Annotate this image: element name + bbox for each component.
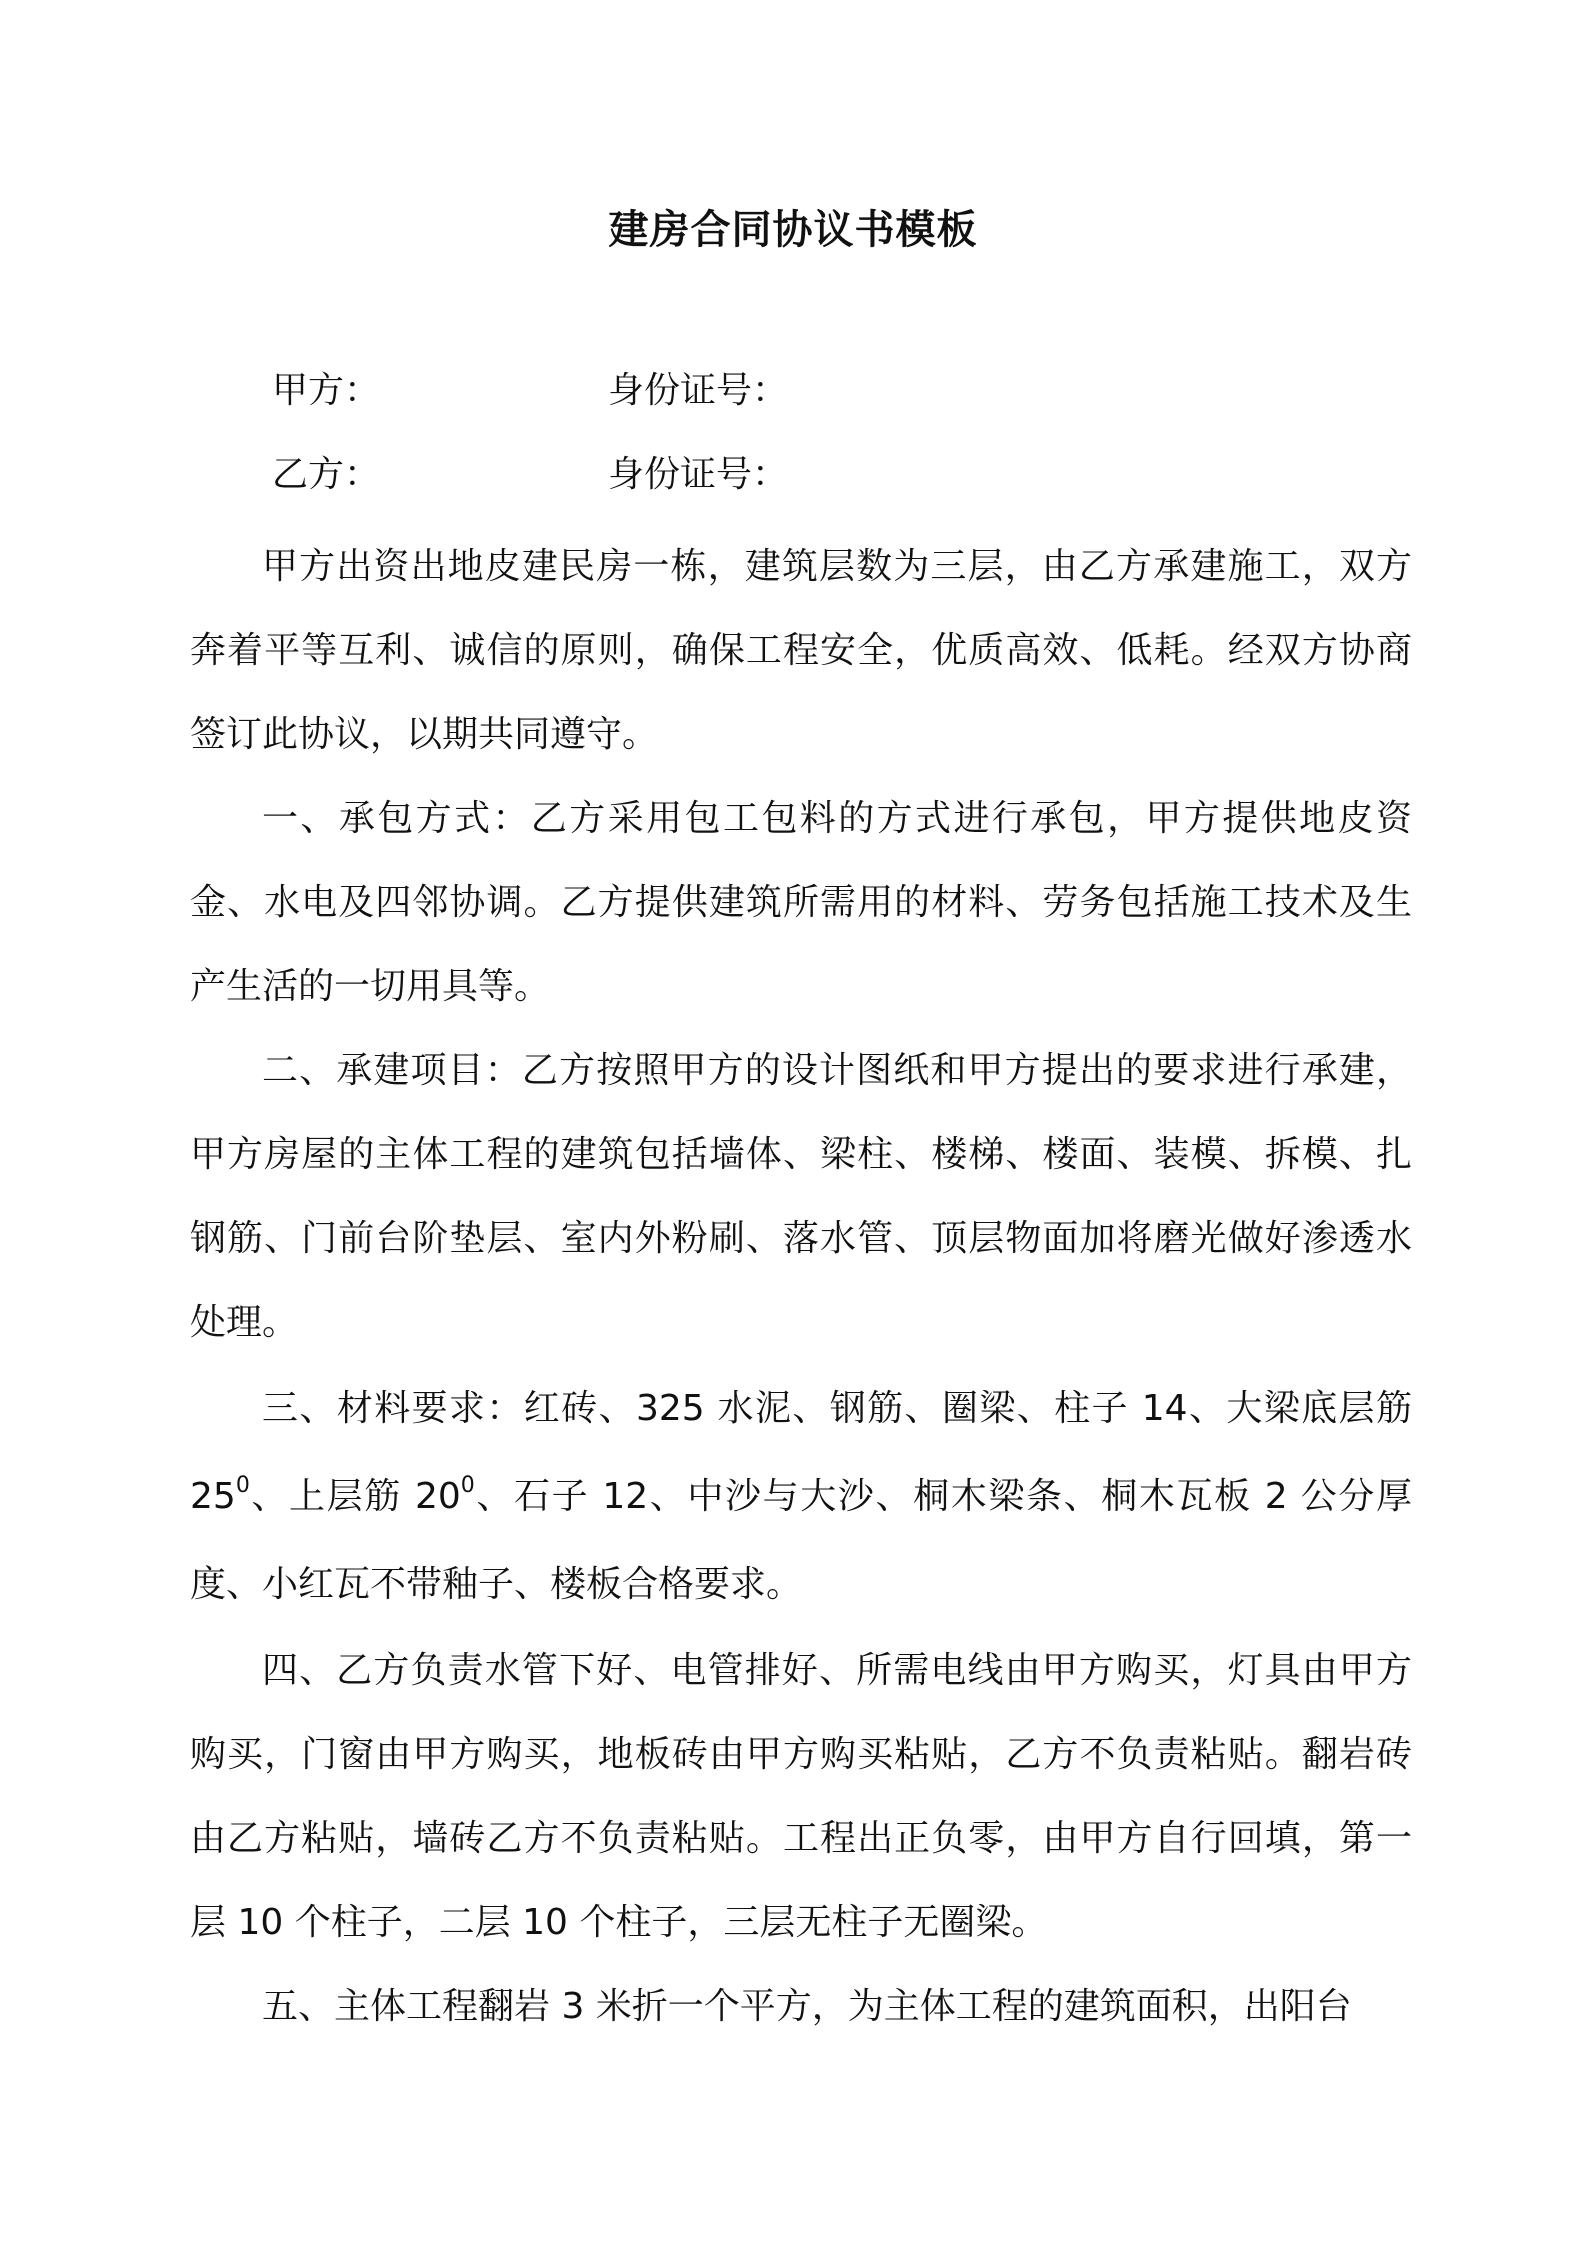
party-a-label: 甲方： [272,370,381,411]
clause-3-text-part2: 、上层筋 20 [249,1476,461,1517]
contract-body [190,525,1412,2049]
clause-5-paragraph: 五、主体工程翻岩 3 米折一个平方，为主体工程的建筑面积，出阳台 [262,1986,1352,2027]
document-title: 建房合同协议书模板 [608,207,978,253]
party-b-id-label: 身份证号： [608,454,789,495]
clause-2-paragraph: 二、承建项目：乙方按照甲方的设计图纸和甲方提出的要求进行承建，甲方房屋的主体工程的建筑包括墙体、梁柱、楼梯、楼面、装模、拆模、扎钢筋、门前台阶垫层、室内外粉刷、落水管、顶层物面加将磨光做好渗透水处理。 [190,1050,1412,1343]
intro-paragraph: 甲方出资出地皮建民房一栋，建筑层数为三层，由乙方承建施工，双方奔着平等互利、诚信的原则，确保工程安全，优质高效、低耗。经双方协商签订此协议，以期共同遵守。 [190,546,1412,755]
clause-3-superscript-2: 0 [460,1473,475,1498]
clause-3-text-part3: 、石子 12、中沙与大沙、桐木梁条、桐木瓦板 2 公分厚度、小红瓦不带釉子、楼板合格要求。 [190,1476,1412,1605]
clause-1-paragraph: 一、承包方式：乙方采用包工包料的方式进行承包，甲方提供地皮资金、水电及四邻协调。乙方提供建筑所需用的材料、劳务包括施工技术及生产生活的一切用具等。 [190,798,1412,1007]
clause-3-text-part1: 三、材料要求：红砖、325 水泥、钢筋、圈梁、柱子 14、大梁底层筋 25 [190,1388,1412,1517]
clause-3-superscript-1: 0 [235,1473,250,1498]
clause-4-paragraph: 四、乙方负责水管下好、电管排好、所需电线由甲方购买，灯具由甲方购买，门窗由甲方购买，地板砖由甲方购买粘贴，乙方不负责粘贴。翻岩砖由乙方粘贴，墙砖乙方不负责粘贴。工程出正负零，由甲方自行回填，第一层 10 个柱子，二层 10 个柱子，三层无柱子无圈梁。 [190,1650,1412,1943]
party-b-label: 乙方： [272,454,381,495]
clause-3-paragraph [190,1365,1412,1629]
party-a-id-label: 身份证号： [608,370,789,411]
